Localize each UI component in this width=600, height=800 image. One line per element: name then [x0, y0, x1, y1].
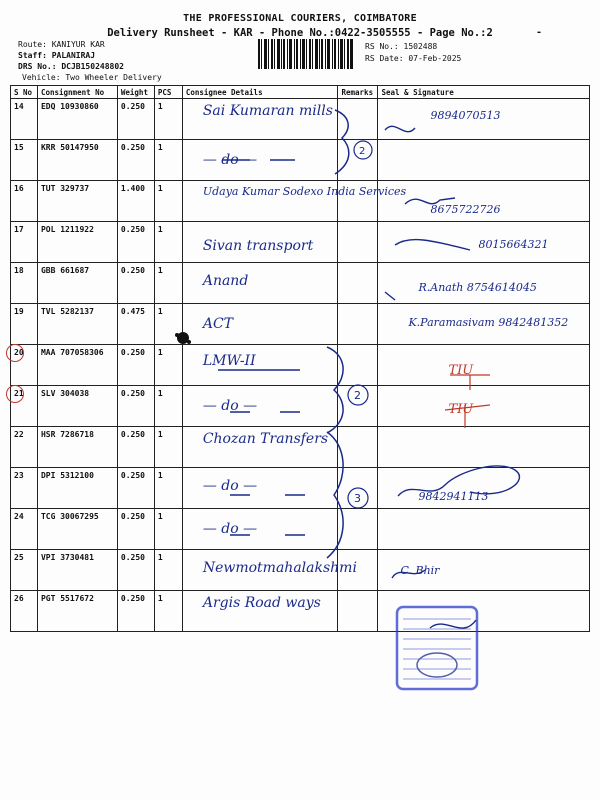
- cell-sno: 17: [11, 222, 38, 263]
- red-circle-mark: [6, 344, 24, 362]
- cell-sno: 26: [11, 591, 38, 632]
- table-header-row: [11, 86, 590, 99]
- cell-consignment: TCG 30067295: [37, 509, 117, 550]
- cell-seal-signature: [378, 550, 590, 591]
- table-row: [11, 345, 590, 386]
- handwritten-consignee: Argis Road ways: [202, 595, 321, 611]
- runsheet-subtitle: Delivery Runsheet - KAR - Phone No.:0422-3505555 - Page No.:2: [107, 27, 493, 39]
- cell-weight: 0.250: [117, 222, 154, 263]
- cell-consignment: PGT 5517672: [37, 591, 117, 632]
- table-row: [11, 263, 590, 304]
- cell-consignee: [182, 181, 407, 222]
- cell-consignment: KRR 50147950: [37, 140, 117, 181]
- cell-consignee: [182, 263, 338, 304]
- cell-seal-signature: [378, 468, 590, 509]
- cell-pcs: 1: [154, 99, 182, 140]
- company-stamp-seal: [395, 605, 479, 691]
- cell-consignment: TUT 329737: [37, 181, 117, 222]
- remarks-bracket-2: [322, 345, 377, 435]
- cell-consignment: POL 1211922: [37, 222, 117, 263]
- cell-consignee: [182, 427, 338, 468]
- cell-seal-signature: [378, 345, 590, 386]
- red-circle-mark: [6, 385, 24, 403]
- cell-remarks: [338, 222, 378, 263]
- handwritten-consignee: — do —: [202, 152, 258, 168]
- cell-consignee: [182, 345, 338, 386]
- col-pcs: PCS: [154, 86, 182, 99]
- handwritten-seal: 8015664321: [478, 238, 549, 251]
- table-row: [11, 509, 590, 550]
- table-row: [11, 591, 590, 632]
- cell-weight: 0.250: [117, 427, 154, 468]
- cell-weight: 0.250: [117, 99, 154, 140]
- staff-info: Staff: PALANIRAJ: [18, 51, 96, 60]
- cell-pcs: 1: [154, 386, 182, 427]
- runsheet-table: [10, 85, 590, 632]
- cell-seal-signature: [378, 386, 590, 427]
- cell-consignee: [182, 140, 338, 181]
- handwritten-seal: TIU: [448, 363, 474, 378]
- handwritten-seal: 8675722726: [430, 203, 501, 216]
- cell-consignee: [182, 591, 338, 632]
- route-info: Route: KANIYUR KAR: [18, 40, 105, 49]
- cell-consignee: [182, 304, 338, 345]
- cell-sno: 18: [11, 263, 38, 304]
- dash-mark: -: [536, 27, 543, 38]
- remarks-count-1: 2: [359, 146, 366, 157]
- cell-weight: 0.250: [117, 468, 154, 509]
- cell-sno: 15: [11, 140, 38, 181]
- cell-weight: 1.400: [117, 181, 154, 222]
- cell-pcs: 1: [154, 263, 182, 304]
- col-seal: Seal & Signature: [378, 86, 590, 99]
- cell-sno: 21: [11, 386, 38, 427]
- handwritten-consignee: — do —: [202, 521, 258, 537]
- remarks-count-2: 2: [354, 389, 361, 402]
- cell-pcs: 1: [154, 550, 182, 591]
- cell-sno: 25: [11, 550, 38, 591]
- table-row: [11, 140, 590, 181]
- table-row: [11, 181, 590, 222]
- cell-seal-signature: [378, 509, 590, 550]
- cell-weight: 0.250: [117, 550, 154, 591]
- cell-pcs: 1: [154, 427, 182, 468]
- handwritten-seal: TIU: [448, 402, 474, 417]
- cell-seal-signature: [378, 304, 590, 345]
- cell-weight: 0.475: [117, 304, 154, 345]
- cell-remarks: [338, 304, 378, 345]
- handwritten-consignee: Udaya Kumar Sodexo India Services: [202, 185, 407, 198]
- table-row: [11, 386, 590, 427]
- col-consignment: Consignment No: [37, 86, 117, 99]
- col-sno: S No: [11, 86, 38, 99]
- cell-consignee: [182, 468, 338, 509]
- col-weight: Weight: [117, 86, 154, 99]
- cell-seal-signature: [378, 140, 590, 181]
- cell-sno: 20: [11, 345, 38, 386]
- cell-sno: 16: [11, 181, 38, 222]
- cell-remarks: [338, 263, 378, 304]
- table-row: [11, 550, 590, 591]
- table-row: [11, 304, 590, 345]
- cell-weight: 0.250: [117, 386, 154, 427]
- handwritten-seal: 9894070513: [430, 109, 501, 122]
- remarks-bracket-3: [322, 430, 377, 560]
- handwritten-seal: 9842941113: [418, 490, 489, 503]
- handwritten-seal: K.Paramasivam 9842481352: [408, 316, 569, 329]
- cell-consignee: [182, 99, 338, 140]
- table-row: [11, 468, 590, 509]
- cell-consignment: VPI 3730481: [37, 550, 117, 591]
- cell-sno: 14: [11, 99, 38, 140]
- remarks-count-3: 3: [354, 492, 361, 505]
- cell-weight: 0.250: [117, 509, 154, 550]
- handwritten-seal: C. Bhir: [400, 564, 440, 577]
- rs-date: RS Date: 07-Feb-2025: [365, 54, 462, 63]
- cell-sno: 23: [11, 468, 38, 509]
- cell-consignment: EDQ 10930860: [37, 99, 117, 140]
- handwritten-consignee: — do —: [202, 398, 258, 414]
- cell-consignee: [182, 222, 338, 263]
- col-remarks: Remarks: [338, 86, 378, 99]
- handwritten-consignee: LMW-II: [202, 353, 256, 369]
- cell-weight: 0.250: [117, 263, 154, 304]
- cell-consignee: [182, 509, 338, 550]
- cell-pcs: 1: [154, 140, 182, 181]
- cell-consignment: SLV 304038: [37, 386, 117, 427]
- barcode-image: [258, 39, 353, 69]
- cell-remarks: [338, 591, 378, 632]
- vehicle-info: Vehicle: Two Wheeler Delivery: [22, 73, 162, 82]
- cell-consignment: MAA 707058306: [37, 345, 117, 386]
- handwritten-consignee: Sai Kumaran mills: [202, 103, 333, 119]
- cell-sno: 19: [11, 304, 38, 345]
- cell-pcs: 1: [154, 591, 182, 632]
- handwritten-consignee: Newmotmahalakshmi: [202, 560, 357, 576]
- cell-consignee: [182, 386, 338, 427]
- handwritten-consignee: Anand: [202, 273, 249, 289]
- handwritten-consignee: Chozan Transfers: [202, 431, 329, 447]
- table-row: [11, 222, 590, 263]
- cell-weight: 0.250: [117, 140, 154, 181]
- handwritten-consignee: Sivan transport: [202, 238, 314, 254]
- ink-blot: [172, 328, 194, 348]
- cell-seal-signature: [378, 222, 590, 263]
- cell-sno: 24: [11, 509, 38, 550]
- cell-pcs: 1: [154, 345, 182, 386]
- cell-consignment: TVL 5282137: [37, 304, 117, 345]
- cell-seal-signature: [378, 181, 590, 222]
- cell-sno: 22: [11, 427, 38, 468]
- handwritten-seal: R.Anath 8754614045: [418, 281, 537, 294]
- remarks-bracket-1: [330, 108, 380, 178]
- cell-pcs: 1: [154, 509, 182, 550]
- cell-consignment: HSR 7286718: [37, 427, 117, 468]
- cell-pcs: 1: [154, 304, 182, 345]
- company-title: THE PROFESSIONAL COURIERS, COIMBATORE: [183, 13, 417, 24]
- cell-weight: 0.250: [117, 591, 154, 632]
- cell-consignment: GBB 661687: [37, 263, 117, 304]
- col-consignee: Consignee Details: [182, 86, 338, 99]
- cell-seal-signature: [378, 99, 590, 140]
- cell-pcs: 1: [154, 222, 182, 263]
- drs-info: DRS No.: DCJB150248802: [18, 62, 124, 71]
- cell-seal-signature: [378, 427, 590, 468]
- table-row: [11, 99, 590, 140]
- cell-weight: 0.250: [117, 345, 154, 386]
- cell-pcs: 1: [154, 468, 182, 509]
- cell-seal-signature: [378, 263, 590, 304]
- cell-consignee: [182, 550, 357, 591]
- cell-pcs: 1: [154, 181, 182, 222]
- cell-consignment: DPI 5312100: [37, 468, 117, 509]
- rs-number: RS No.: 1502488: [365, 42, 438, 51]
- table-row: [11, 427, 590, 468]
- handwritten-consignee: ACT: [202, 316, 233, 332]
- handwritten-consignee: — do —: [202, 478, 258, 494]
